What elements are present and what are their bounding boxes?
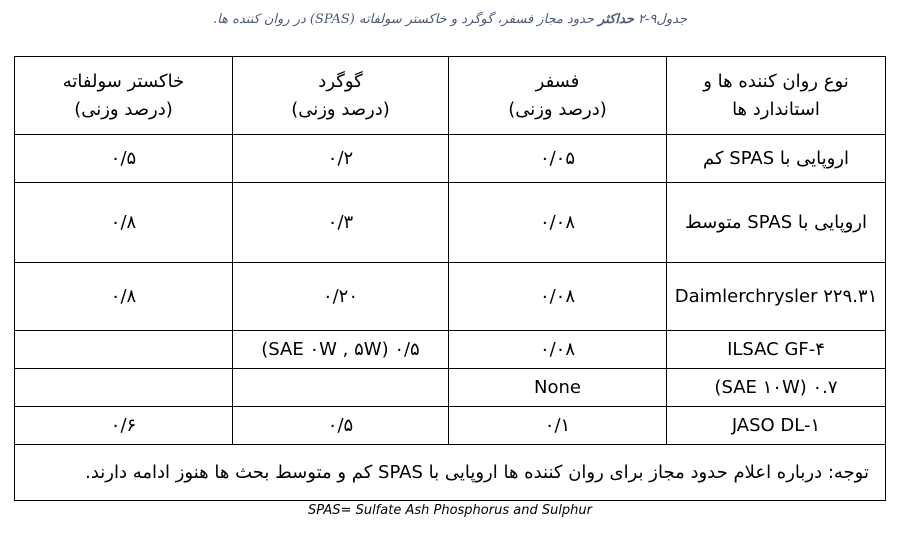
caption-bold: حداکثر bbox=[598, 12, 634, 27]
header-sulfur-line2: (درصد وزنی) bbox=[291, 98, 390, 120]
cell-ash: ۰/۶ bbox=[15, 407, 233, 445]
header-phosphorus-line1: فسفر bbox=[535, 70, 580, 92]
table-row bbox=[15, 369, 886, 407]
cell-type: ILSAC GF-۴ bbox=[667, 331, 886, 369]
header-phosphorus-line2: (درصد وزنی) bbox=[508, 98, 607, 120]
cell-type: اروپایی با SPAS متوسط bbox=[667, 183, 886, 263]
table-row bbox=[15, 407, 886, 445]
table-row bbox=[15, 135, 886, 183]
cell-sulfur: ۰/۵ bbox=[233, 407, 449, 445]
cell-sulfur: ۰/۲ bbox=[233, 135, 449, 183]
cell-sulfur bbox=[233, 369, 449, 407]
cell-ash: ۰/۸ bbox=[15, 183, 233, 263]
table-header-row bbox=[15, 57, 886, 135]
cell-phosphorus: None bbox=[449, 369, 667, 407]
table-note: توجه: درباره اعلام حدود مجاز برای روان کننده ها اروپایی با SPAS کم و متوسط بحث ها هنوز ادامه دارند. bbox=[15, 445, 886, 501]
header-lubricant-type-line2: استاندارد ها bbox=[732, 98, 820, 120]
cell-type: ۰.۷ (SAE ۱۰W) bbox=[667, 369, 886, 407]
cell-type: JASO DL-۱ bbox=[667, 407, 886, 445]
table-row bbox=[15, 263, 886, 331]
cell-phosphorus: ۰/۰۵ bbox=[449, 135, 667, 183]
abbreviation-footnote: SPAS= Sulfate Ash Phosphorus and Sulphur bbox=[307, 503, 593, 518]
cell-phosphorus: ۰/۰۸ bbox=[449, 263, 667, 331]
cell-ash bbox=[15, 369, 233, 407]
cell-phosphorus: ۰/۰۸ bbox=[449, 183, 667, 263]
cell-type: اروپایی با SPAS کم bbox=[667, 135, 886, 183]
cell-phosphorus: ۰/۱ bbox=[449, 407, 667, 445]
limits-table bbox=[14, 56, 886, 501]
header-sulfated-ash-line2: (درصد وزنی) bbox=[74, 98, 173, 120]
cell-ash: ۰/۸ bbox=[15, 263, 233, 331]
cell-type: Daimlerchrysler ۲۲۹.۳۱ bbox=[667, 263, 886, 331]
header-sulfated-ash-line1: خاکستر سولفاته bbox=[62, 70, 185, 92]
cell-ash: ۰/۵ bbox=[15, 135, 233, 183]
header-lubricant-type-line1: نوع روان کننده ها و bbox=[703, 70, 849, 92]
cell-sulfur: ۰/۲۰ bbox=[233, 263, 449, 331]
cell-ash bbox=[15, 331, 233, 369]
table-note-row bbox=[15, 445, 886, 501]
table-row bbox=[15, 183, 886, 263]
table-row bbox=[15, 331, 886, 369]
cell-phosphorus: ۰/۰۸ bbox=[449, 331, 667, 369]
header-sulfur-line1: گوگرد bbox=[318, 70, 363, 92]
table-caption: جدول۹-۲ حداکثر حدود مجاز فسفر، گوگرد و خاکستر سولفاته (SPAS) در روان کننده ها. bbox=[213, 12, 687, 27]
header-sulfated-ash bbox=[15, 57, 233, 135]
cell-sulfur: ۰/۵ (SAE ۰W , ۵W) bbox=[233, 331, 449, 369]
header-lubricant-type bbox=[667, 57, 886, 135]
cell-sulfur: ۰/۳ bbox=[233, 183, 449, 263]
header-phosphorus bbox=[449, 57, 667, 135]
header-sulfur bbox=[233, 57, 449, 135]
